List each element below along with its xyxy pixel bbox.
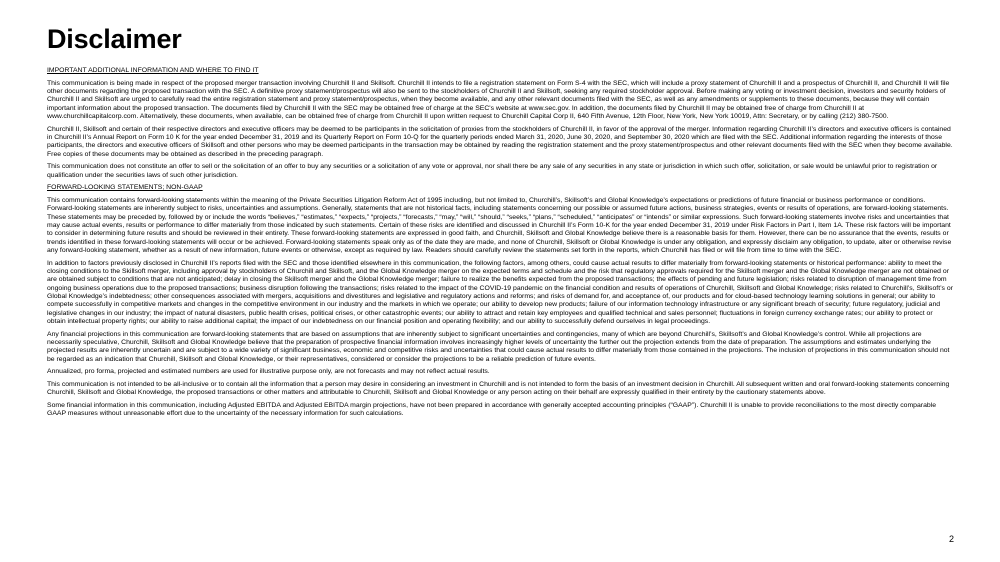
- paragraph: Churchill II, Skillsoft and certain of their respective directors and executive officers may be deemed to be participants in the solicitation of proxies from the stockholders of Churchill II, in favor of the approval of the merger. Information regarding Churchill II’s directors and executive officers is contained in Churchill II’s Annual Report on Form 10 K for the year ended December 31, 2019 and its Quarterly Report on Form 10-Q for the quarterly periods ended March 31, 2020, June 30, 2020, and September 30, 2020 which are filed with the SEC. Additional information regarding the interests of those participants, the directors and executive officers of Skillsoft and other persons who may be deemed participants in the transaction may be obtained by reading the registration statement and the proxy statement/prospectus and other relevant documents filed with the SEC when they become available. Free copies of these documents may be obtained as described in the preceding paragraph.: [47, 125, 953, 158]
- paragraph: Annualized, pro forma, projected and estimated numbers are used for illustrative purpose only, are not forecasts and may not reflect actual results.: [47, 368, 490, 376]
- section-heading: IMPORTANT ADDITIONAL INFORMATION AND WHERE TO FIND IT: [47, 67, 259, 74]
- paragraph: This communication does not constitute an offer to sell or the solicitation of an offer to buy any securities or a solicitation of any vote or approval, nor shall there be any sale of any securities in any state or jurisdiction in which such offer, solicitation, or sale would be unlawful prior to registration or qualification under the securities laws of such other jurisdiction.: [47, 163, 938, 179]
- paragraph: Some financial information in this communication, including Adjusted EBITDA and Adjusted EBITDA margin projections, have not been prepared in accordance with generally accepted accounting principles (“GAAP”). Churchill II is unable to provide reconciliations to the most directly comparable GAAP measures without unreasonable effort due to the uncertainty of the necessary information for such calculations.: [47, 402, 937, 418]
- section-additional-information: [47, 67, 953, 180]
- section-forward-looking-statements: [47, 184, 953, 418]
- page-title: Disclaimer: [47, 24, 182, 54]
- paragraph: Any financial projections in this communication are forward-looking statements that are based on assumptions that are inherently subject to significant uncertainties and contingencies, many of which are beyond Churchill’s, Skillsoft’s and Global Knowledge’s control. While all projections are necessarily speculative, Churchill, Skillsoft and Global Knowledge believe that the preparation of prospective financial information involves increasingly higher levels of uncertainty the further out the projection extends from the date of preparation. The assumptions and estimates underlying the projected results are inherently uncertain and are subject to a wide variety of significant business, economic and competitive risks and uncertainties that could cause actual results to differ materially from those contained in the projections. The inclusion of projections in this communication should not be regarded as an indication that Churchill, Skillsoft and Global Knowledge, or their representatives, considered or consider the projections to be a reliable prediction of future events.: [47, 330, 950, 363]
- page-number: 2: [948, 534, 954, 544]
- section-heading: FORWARD-LOOKING STATEMENTS; NON-GAAP: [47, 184, 203, 192]
- paragraph: In addition to factors previously disclosed in Churchill II’s reports filed with the SEC and those identified elsewhere in this communication, the following factors, among others, could cause actual results to differ materially from forward-looking statements or historical performance: ability to meet the closing conditions to the Skillsoft merger, including approval by stockholders of Churchill and Skillsoft, and the Global Knowledge merger on the expected terms and schedule and the risk that regulatory approvals required for the Skillsoft merger and the Global Knowledge merger are not obtained or are obtained subject to conditions that are not anticipated; delay in closing the Skillsoft merger and the Global Knowledge merger; failure to realize the benefits expected from the proposed transactions; the effects of pending and future legislation; risks related to disruption of management time from ongoing business operations due to the proposed transactions; business disruption following the transactions; risks related to the impact of the COVID-19 pandemic on the financial condition and results of operations of Churchill, Skillsoft and Global Knowledge; risks related to Churchill’s, Skillsoft’s or Global Knowledge’s indebtedness; other consequences associated with mergers, acquisitions and divestitures and legislative and regulatory actions and reforms; and risks of demand for, and acceptance of, our products and for cloud-based technology learning solutions in general; our ability to compete successfully in competitive markets and changes in the competitive environment in our industry and the markets in which we operate; our ability to develop new products; failure of our information technology infrastructure or any significant breach of security; future regulatory, judicial and legislative changes in our industry; the impact of natural disasters, public health crises, political crises, or other catastrophic events; our ability to attract and retain key employees and qualified technical and sales personnel; fluctuations in foreign currency exchange rates; our ability to protect or obtain intellectual property rights; our ability to raise additional capital; the impact of our indebtedness on our financial position and operating flexibility; and our ability to successfully defend ourselves in legal proceedings.: [47, 259, 953, 326]
- paragraph: This communication is being made in respect of the proposed merger transaction involving Churchill II and Skillsoft. Churchill II intends to file a registration statement on Form S-4 with the SEC, which will include a proxy statement of Churchill II and a prospectus of Churchill II, and Churchill II will file other documents regarding the proposed transaction with the SEC. A definitive proxy statement/prospectus will also be sent to the stockholders of Churchill II and Skillsoft, seeking any required stockholder approval. Before making any voting or investment decision, investors and security holders of Churchill II and Skillsoft are urged to carefully read the entire registration statement and proxy statement/prospectus, when they become available, and any other relevant documents filed with the SEC, as well as any amendments or supplements to these documents, because they will contain important information about the proposed transaction. The documents filed by Churchill II with the SEC may be obtained free of charge at the SEC's website at www.sec.gov. In addition, the documents filed by Churchill II may be obtained free of charge from Churchill II at www.churchillcapitalcorp.com. Alternatively, these documents, when available, can be obtained free of charge from Churchill II upon written request to Churchill Capital Corp II, 640 Fifth Avenue, 12th Floor, New York, New York 10019, Attn: Secretary, or by calling (212) 380-7500.: [47, 79, 950, 121]
- paragraph: This communication contains forward-looking statements within the meaning of the Private Securities Litigation Reform Act of 1995 including, but not limited to, Churchill’s, Skillsoft’s and Global Knowledge’s expectations or predictions of future financial or business performance or conditions. Forward-looking statements are inherently subject to risks, uncertainties and assumptions. Generally, statements that are not historical facts, including statements concerning our possible or assumed future actions, business strategies, events or results of operations, are forward-looking statements. These statements may be preceded by, followed by or include the words “believes,” “estimates,” “expects,” “projects,” “forecasts,” “may,” “will,” “should,” “seeks,” “plans,” “scheduled,” “anticipates” or “intends” or similar expressions. Such forward-looking statements involve risks and uncertainties that may cause actual events, results or performance to differ materially from those indicated by such statements. Certain of these risks are identified and discussed in Churchill II’s Form 10-K for the year ended December 31, 2019 under Risk Factors in Part I, Item 1A. These risk factors will be important to consider in determining future results and should be reviewed in their entirety. These forward-looking statements are expressed in good faith, and Churchill, Skillsoft and Global Knowledge believe there is a reasonable basis for them. However, there can be no assurance that the events, results or trends identified in these forward-looking statements will occur or be achieved. Forward-looking statements speak only as of the date they are made, and none of Churchill, Skillsoft or Global Knowledge is under any obligation, and expressly disclaim any obligation, to update, alter or otherwise revise any forward-looking statement, whether as a result of new information, future events or otherwise, except as required by law. Readers should carefully review the statements set forth in the reports, which Churchill has filed or will file from time to time with the SEC.: [47, 196, 952, 255]
- paragraph: This communication is not intended to be all-inclusive or to contain all the information that a person may desire in considering an investment in Churchill and is not intended to form the basis of an investment decision in Churchill. All subsequent written and oral forward-looking statements concerning Churchill, Skillsoft and Global Knowledge, the proposed transactions or other matters and attributable to Churchill, Skillsoft and Global Knowledge or any person acting on their behalf are expressly qualified in their entirety by the cautionary statements above.: [47, 381, 950, 397]
- disclaimer-body: [47, 67, 953, 423]
